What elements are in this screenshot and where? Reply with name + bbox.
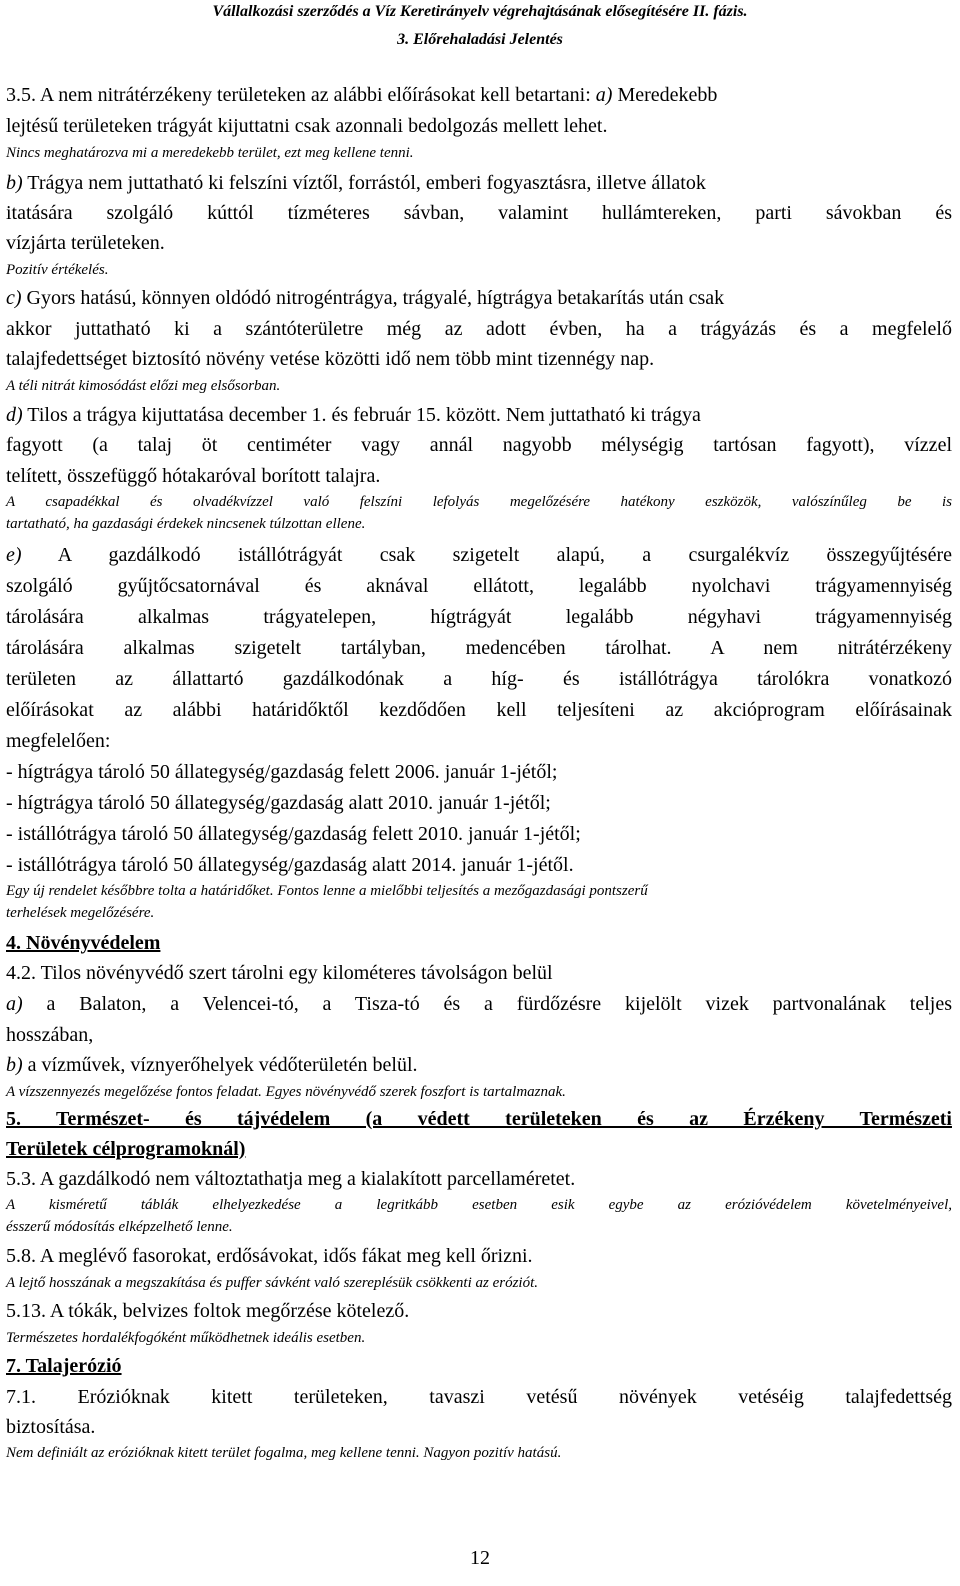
- text-line: lejtésű területeken trágyát kijuttatni csak azonnali bedolgozás mellett lehet.: [6, 115, 608, 137]
- text-line: itatására szolgáló kúttól tízméteres sávban, valamint hullámtereken, parti sávokban és: [6, 202, 952, 224]
- comment-line: ésszerű módosítás elképzelhető lenne.: [6, 1219, 233, 1235]
- enumeration-marker: e): [6, 544, 22, 566]
- text-line: hosszában,: [6, 1024, 94, 1046]
- text-line: d) Tilos a trágya kijuttatása december 1. és február 15. között. Nem juttatható ki trágya: [6, 404, 701, 426]
- header-title: Vállalkozási szerződés a Víz Keretirányelv végrehajtásának elősegítésére II. fázis.: [212, 3, 748, 20]
- text-line: 3.5. A nem nitrátérzékeny területeken az alábbi előírásokat kell betartani: a) Meredekebb: [6, 84, 718, 106]
- comment-line: Nem definiált az erózióknak kitett terület fogalma, meg kellene tenni. Nagyon pozitív hatású.: [6, 1445, 562, 1461]
- list-item: - hígtrágya tároló 50 állategység/gazdaság felett 2006. január 1-jétől;: [6, 761, 558, 783]
- section-heading: 4. Növényvédelem: [6, 932, 161, 954]
- text-line: szolgáló gyűjtőcsatornával és aknával ellátott, legalább nyolchavi trágyamennyiség: [6, 575, 952, 597]
- comment-line: A lejtő hosszának a megszakítása és puffer sávként való szereplésük csökkenti az eróziót.: [6, 1275, 538, 1291]
- comment-line: A kisméretű táblák elhelyezkedése a legritkább esetben esik egybe az erózióvédelem követelményeivel,: [6, 1197, 952, 1213]
- comment-line: tartatható, ha gazdasági érdekek nincsenek túlzottan ellene.: [6, 516, 366, 532]
- section-heading: 5. Természet- és tájvédelem (a védett területeken és az Érzékeny Természeti: [6, 1108, 952, 1130]
- comment-line: Pozitív értékelés.: [6, 262, 109, 278]
- comment-line: Egy új rendelet későbbre tolta a határidőket. Fontos lenne a mielőbbi teljesítés a mezőgazdasági pontszerű: [6, 883, 648, 899]
- list-item: - istállótrágya tároló 50 állategység/gazdaság alatt 2014. január 1-jétől.: [6, 854, 574, 876]
- text-line: telített, összefüggő hótakaróval borított talajra.: [6, 465, 381, 487]
- text-line: biztosítása.: [6, 1416, 96, 1438]
- section-heading: 7. Talajerózió: [6, 1355, 122, 1377]
- text-line: e) A gazdálkodó istállótrágyát csak szigetelt alapú, a csurgalékvíz összegyűjtésére: [6, 544, 952, 566]
- comment-line: terhelések megelőzésére.: [6, 905, 155, 921]
- enumeration-marker: c): [6, 287, 22, 309]
- header-subtitle: 3. Előrehaladási Jelentés: [397, 31, 563, 48]
- list-item: - istállótrágya tároló 50 állategység/gazdaság felett 2010. január 1-jétől;: [6, 823, 581, 845]
- text-line: fagyott (a talaj öt centiméter vagy annál nagyobb mélységig tartósan fagyott), vízzel: [6, 434, 952, 456]
- list-item: - hígtrágya tároló 50 állategység/gazdaság alatt 2010. január 1-jétől;: [6, 792, 551, 814]
- text-line: tárolására alkalmas trágyatelepen, hígtrágyát legalább négyhavi trágyamennyiség: [6, 606, 952, 628]
- text-line: a) a Balaton, a Velencei-tó, a Tisza-tó és a fürdőzésre kijelölt vizek partvonalának teljes: [6, 993, 952, 1015]
- enumeration-marker: a): [6, 993, 23, 1015]
- page-number: 12: [470, 1547, 490, 1569]
- comment-line: A csapadékkal és olvadékvízzel való felszíni lefolyás megelőzésére hatékony eszközök, valószínűleg be is: [6, 494, 952, 510]
- text-line: vízjárta területeken.: [6, 232, 165, 254]
- comment-line: Természetes hordalékfogóként működhetnek ideális esetben.: [6, 1330, 366, 1346]
- text-line: megfelelően:: [6, 730, 111, 752]
- text-line: akkor juttatható ki a szántóterületre még az adott évben, ha a trágyázás és a megfelelő: [6, 318, 952, 340]
- enumeration-marker: a): [595, 84, 613, 106]
- text-line: b) Trágya nem juttatható ki felszíni víztől, forrástól, emberi fogyasztásra, illetve állatok: [6, 172, 706, 194]
- comment-line: A vízszennyezés megelőzése fontos feladat. Egyes növényvédő szerek foszfort is tartalmaznak.: [6, 1084, 566, 1100]
- text-line: 5.3. A gazdálkodó nem változtathatja meg a kialakított parcellaméretet.: [6, 1168, 576, 1190]
- text-line: talajfedettséget biztosító növény vetése közötti idő nem több mint tizennégy nap.: [6, 348, 655, 370]
- section-heading: Területek célprogramoknál): [6, 1138, 246, 1160]
- text-line: 5.8. A meglévő fasorokat, erdősávokat, idős fákat meg kell őrizni.: [6, 1245, 533, 1267]
- text-line: 4.2. Tilos növényvédő szert tárolni egy kilométeres távolságon belül: [6, 962, 553, 984]
- text-line: c) Gyors hatású, könnyen oldódó nitrogéntrágya, trágyalé, hígtrágya betakarítás után csak: [6, 287, 725, 309]
- text-line: előírásokat az alábbi határidőktől kezdődően kell teljesíteni az akcióprogram előírásainak: [6, 699, 952, 721]
- enumeration-marker: b): [6, 172, 23, 194]
- text-line: 7.1. Erózióknak kitett területeken, tavaszi vetésű növények vetéséig talajfedettség: [6, 1386, 952, 1408]
- enumeration-marker: b): [6, 1054, 23, 1076]
- text-line: tárolására alkalmas szigetelt tartályban, medencében tárolhat. A nem nitrátérzékeny: [6, 637, 952, 659]
- comment-line: Nincs meghatározva mi a meredekebb terület, ezt meg kellene tenni.: [6, 145, 414, 161]
- comment-line: A téli nitrát kimosódást előzi meg elsősorban.: [6, 378, 281, 394]
- text-line: területen az állattartó gazdálkodónak a híg- és istállótrágya tárolókra vonatkozó: [6, 668, 952, 690]
- text-line: 5.13. A tókák, belvizes foltok megőrzése kötelező.: [6, 1300, 410, 1322]
- text-line: b) a vízművek, víznyerőhelyek védőterületén belül.: [6, 1054, 418, 1076]
- enumeration-marker: d): [6, 404, 23, 426]
